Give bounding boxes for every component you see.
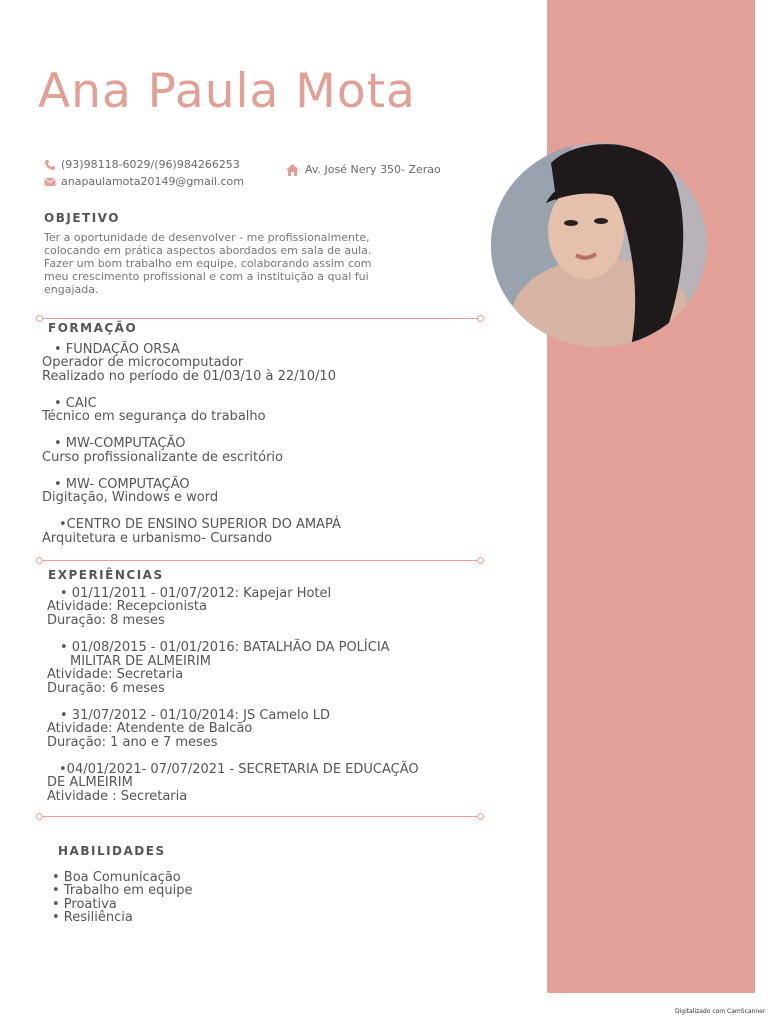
phone-contact	[44, 158, 240, 171]
address-contact	[285, 163, 441, 177]
experiencia-line: Atividade: Recepcionista	[47, 599, 207, 614]
section-divider	[40, 560, 480, 561]
divider-dot	[36, 557, 43, 564]
experiencia-line: DE ALMEIRIM	[47, 775, 133, 790]
formacao-line: Técnico em segurança do trabalho	[42, 409, 266, 424]
formacao-line: • MW-COMPUTAÇÃO	[54, 436, 186, 451]
objetivo-line: Ter a oportunidade de desenvolver - me profissionalmente,	[44, 231, 370, 244]
habilidade-item: • Proativa	[52, 897, 117, 912]
formacao-line: Digitação, Windows e word	[42, 490, 219, 505]
experiencia-line: Duração: 8 meses	[47, 613, 165, 628]
section-divider	[40, 816, 480, 817]
section-title-formacao: FORMAÇÃO	[48, 321, 138, 335]
divider-dot	[477, 813, 484, 820]
experiencia-line: Atividade: Atendente de Balcão	[47, 721, 253, 736]
home-icon	[285, 163, 300, 177]
divider-dot	[36, 813, 43, 820]
objetivo-line: colocando em prática aspectos abordados em sala de aula.	[44, 244, 372, 257]
formacao-line: Operador de microcomputador	[42, 355, 244, 370]
experiencia-line: • 01/08/2015 - 01/01/2016: BATALHÃO DA POLÍCIA	[60, 640, 390, 655]
formacao-line: Curso profissionalizante de escritório	[42, 450, 283, 465]
phone-icon	[44, 159, 56, 171]
habilidade-item: • Resiliência	[52, 910, 133, 925]
divider-dot	[477, 315, 484, 322]
section-title-habilidades: HABILIDADES	[58, 844, 166, 858]
email-text: anapaulamota20149@gmail.com	[61, 175, 244, 188]
formacao-line: Realizado no período de 01/03/10 à 22/10/10	[42, 369, 336, 384]
formacao-line: • MW- COMPUTAÇÃO	[54, 477, 190, 492]
mail-icon	[44, 176, 56, 188]
experiencia-line: Atividade : Secretaria	[47, 789, 188, 804]
formacao-line: • CAIC	[54, 396, 97, 411]
experiencia-line: Duração: 6 meses	[47, 681, 165, 696]
experiencia-line: • 31/07/2012 - 01/10/2014: JS Camelo LD	[60, 708, 330, 723]
scanner-footer: Digitalizado com CamScanner	[675, 1008, 766, 1015]
formacao-line: • FUNDAÇÃO ORSA	[54, 342, 180, 357]
objetivo-line: Fazer um bom trabalho em equipe, colaborando assim com	[44, 257, 372, 270]
divider-dot	[477, 557, 484, 564]
objetivo-line: meu crescimento profissional e com a instituição a qual fui	[44, 270, 369, 283]
experiencia-line: MILITAR DE ALMEIRIM	[70, 654, 211, 669]
address-text: Av. José Nery 350- Zerao	[305, 163, 441, 176]
habilidade-item: • Boa Comunicação	[52, 870, 181, 885]
experiencia-line: •04/01/2021- 07/07/2021 - SECRETARIA DE EDUCAÇÃO	[59, 762, 419, 777]
formacao-line: Arquitetura e urbanismo- Cursando	[42, 531, 273, 546]
profile-photo	[491, 143, 707, 347]
objetivo-text	[44, 231, 434, 296]
experiencia-line: • 01/11/2011 - 01/07/2012: Kapejar Hotel	[60, 586, 332, 601]
formacao-line: •CENTRO DE ENSINO SUPERIOR DO AMAPÁ	[59, 517, 341, 532]
resume-name: Ana Paula Mota	[38, 64, 416, 119]
experiencia-line: Duração: 1 ano e 7 meses	[47, 735, 218, 750]
section-title-experiencias: EXPERIÊNCIAS	[48, 568, 164, 582]
section-divider	[40, 318, 480, 319]
objetivo-line: engajada.	[44, 283, 99, 296]
section-title-objetivo: OBJETIVO	[44, 211, 120, 225]
email-contact	[44, 175, 244, 188]
phone-text: (93)98118-6029/(96)984266253	[61, 158, 240, 171]
divider-dot	[36, 315, 43, 322]
experiencia-line: Atividade: Secretaria	[47, 667, 184, 682]
habilidade-item: • Trabalho em equipe	[52, 883, 193, 898]
